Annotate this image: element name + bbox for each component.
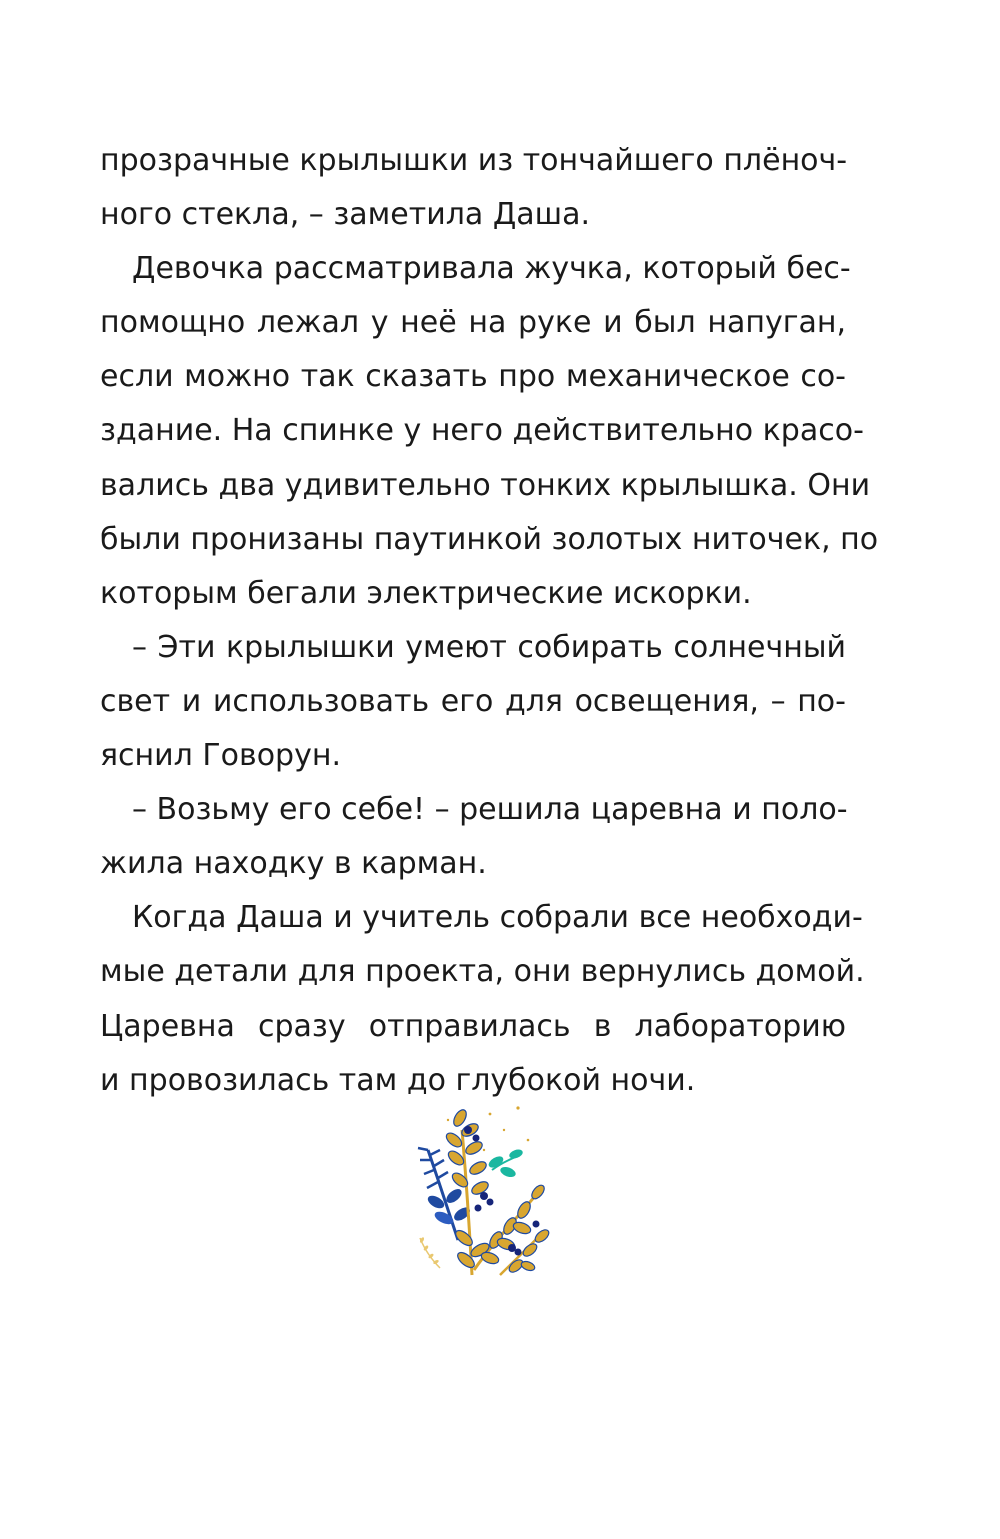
text-line: яснил Говорун. [100, 738, 341, 774]
text-line: – Эти крылышки умеют собирать солнечный [132, 629, 846, 665]
text-line: ного стекла, – заметила Даша. [100, 197, 591, 233]
text-line: мые детали для проекта, они вернулись домой. [100, 954, 865, 990]
text-line: Девочка рассматривала жучка, который бес- [132, 251, 851, 287]
text-line: и провозилась там до глубокой ночи. [100, 1062, 696, 1098]
text-line: если можно так сказать про механическое со- [100, 359, 846, 395]
floral-ornament-icon [400, 1090, 580, 1290]
text-line: здание. На спинке у него действительно красо- [100, 413, 864, 449]
text-line: которым бегали электрические искорки. [100, 575, 752, 611]
wheat-sprig-icon [419, 1237, 440, 1268]
text-line: Когда Даша и учитель собрали все необходи- [132, 900, 863, 936]
text-line: жила находку в карман. [100, 846, 487, 882]
body-text [100, 134, 879, 1108]
text-line: прозрачные крылышки из тончайшего плёноч- [100, 143, 848, 178]
text-line: Царевна сразу отправилась в лабораторию [100, 1008, 846, 1044]
text-line: свет и использовать его для освещения, – по- [100, 683, 846, 719]
text-line: вались два удивительно тонких крылышка. Они [100, 467, 871, 503]
text-line: помощно лежал у неё на руке и был напуган, [100, 305, 846, 341]
text-line: были пронизаны паутинкой золотых ниточек, по [100, 521, 879, 557]
text-line: – Возьму его себе! – решила царевна и поло- [132, 792, 848, 828]
teal-sprig-icon [487, 1148, 524, 1179]
